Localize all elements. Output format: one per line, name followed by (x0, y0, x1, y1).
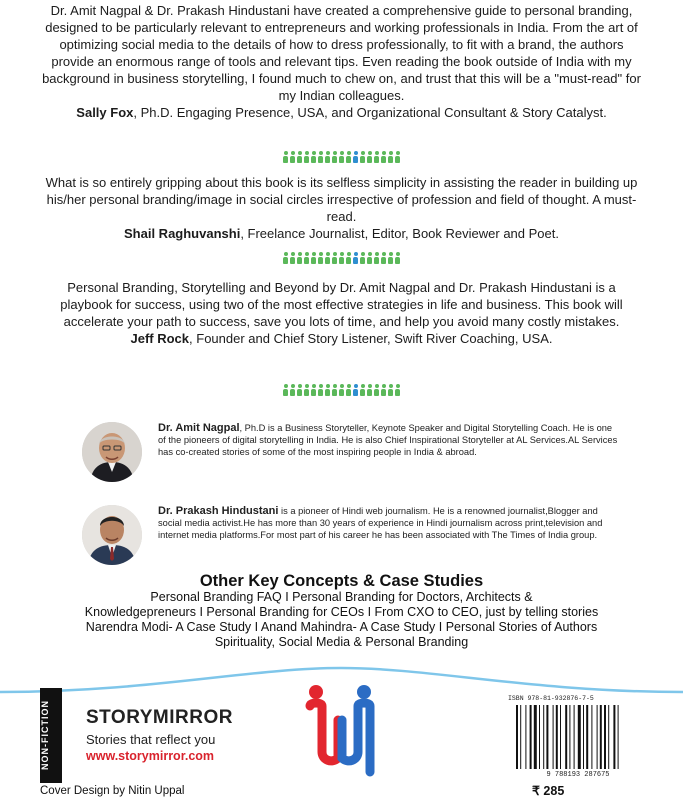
person-icon (360, 384, 365, 396)
people-divider (0, 384, 683, 396)
barcode-icon (514, 705, 642, 769)
person-icon (304, 252, 309, 264)
person-icon (325, 384, 330, 396)
person-icon (346, 252, 351, 264)
person-icon (290, 151, 295, 163)
publisher-section (0, 660, 683, 800)
person-icon (353, 151, 358, 163)
author-photo (82, 505, 142, 565)
barcode-area (508, 695, 648, 781)
reviewer-name: Sally Fox (76, 105, 134, 120)
author-prakash-hindustani (82, 505, 642, 575)
person-icon (311, 384, 316, 396)
review-text: Dr. Amit Nagpal & Dr. Prakash Hindustani have created a comprehensive guide to personal branding, designed to be particularly relevant to entrepreneurs and working professionals in India. From the art of optimizing social media to the details of how to dress professionally, to fit with a brand, the authors provide an enormous range of tools and relevant tips. Even reading the book outside of India with my background in business storytelling, I found much to chew on, and trust that this will be a "must-read" for my Indian colleagues. (42, 3, 641, 103)
review-text: What is so entirely gripping about this book is its selfless simplicity in assisting the reader in building up his/her personal branding/image in social circles irrespective of profession and field of thought. A must-read. (45, 175, 638, 224)
isbn-label: ISBN 978-81-932876-7-5 (508, 695, 594, 702)
person-icon (353, 252, 358, 264)
person-icon (311, 151, 316, 163)
people-divider (0, 252, 683, 264)
key-concepts-line: Narendra Modi- A Case Study I Anand Mahindra- A Case Study I Personal Stories of Authors (85, 620, 598, 634)
person-icon (332, 252, 337, 264)
key-concepts-line: Spirituality, Social Media & Personal Branding (214, 635, 469, 649)
person-icon (367, 252, 372, 264)
reviewer-role: , Founder and Chief Story Listener, Swift River Coaching, USA. (189, 331, 553, 346)
person-icon (290, 384, 295, 396)
publisher-brand: STORYMIRROR (86, 707, 233, 728)
reviewer-name: Shail Raghuvanshi (124, 226, 241, 241)
key-concepts-title: Other Key Concepts & Case Studies (199, 572, 484, 590)
author-description: , Ph.D is a Business Storyteller, Keynote Speaker and Digital Storytelling Coach. He is one of the pioneers of digital storytelling in India. He is also Chief Inspirational Storyteller at AL Services.AL Services has co-created stories of some of the most inspiring people in India & abroad. (158, 423, 618, 458)
person-icon (339, 151, 344, 163)
person-icon (283, 151, 288, 163)
person-icon (381, 384, 386, 396)
person-icon (388, 252, 393, 264)
author-bio (158, 422, 620, 459)
person-icon (290, 252, 295, 264)
person-icon (374, 151, 379, 163)
person-icon (318, 384, 323, 396)
person-icon (311, 252, 316, 264)
person-icon (339, 384, 344, 396)
author-bio (158, 505, 620, 542)
person-icon (353, 384, 358, 396)
person-icon (325, 252, 330, 264)
person-icon (395, 151, 400, 163)
person-icon (367, 151, 372, 163)
person-icon (346, 384, 351, 396)
person-icon (381, 252, 386, 264)
key-concepts-line: Personal Branding FAQ I Personal Branding for Doctors, Architects & (150, 590, 533, 604)
person-icon (339, 252, 344, 264)
person-icon (346, 151, 351, 163)
person-icon (304, 151, 309, 163)
person-icon (395, 384, 400, 396)
reviewer-name: Jeff Rock (130, 331, 190, 346)
person-icon (367, 384, 372, 396)
person-icon (318, 151, 323, 163)
review-attribution (40, 330, 643, 347)
review-1 (40, 2, 643, 121)
author-name: Dr. Amit Nagpal (158, 422, 240, 434)
person-icon (388, 384, 393, 396)
key-concepts-list (0, 590, 683, 650)
publisher-website: www.storymirror.com (86, 749, 215, 763)
review-2 (40, 174, 643, 242)
person-icon (297, 384, 302, 396)
reviewer-role: , Freelance Journalist, Editor, Book Reviewer and Poet. (240, 226, 559, 241)
person-icon (325, 151, 330, 163)
person-icon (381, 151, 386, 163)
publisher-tagline: Stories that reflect you (86, 732, 216, 747)
people-divider (0, 151, 683, 163)
genre-label: NON-FICTION (40, 700, 50, 771)
person-icon (388, 151, 393, 163)
author-name: Dr. Prakash Hindustani (158, 505, 279, 517)
person-icon (360, 151, 365, 163)
person-icon (297, 252, 302, 264)
person-icon (332, 151, 337, 163)
author-description: is a pioneer of Hindi web journalism. He is a renowned journalist,Blogger and social media activist.He has more than 30 years of experience in Hindi journalism across print,television and internet media platforms.For most part of his career he has been associated with The Times of India group. (158, 506, 603, 541)
review-attribution (40, 225, 643, 242)
person-icon (297, 151, 302, 163)
price: ₹ 285 (532, 784, 565, 798)
author-amit-nagpal (82, 422, 642, 492)
author-photo (82, 422, 142, 482)
person-icon (332, 384, 337, 396)
storymirror-logo-icon (298, 680, 382, 780)
person-icon (318, 252, 323, 264)
cover-design-credit: Cover Design by Nitin Uppal (40, 785, 185, 797)
key-concepts-line: Knowledgepreneurs I Personal Branding for CEOs I From CXO to CEO, just by telling stories (84, 605, 599, 619)
person-icon (374, 384, 379, 396)
person-icon (360, 252, 365, 264)
review-text: Personal Branding, Storytelling and Beyond by Dr. Amit Nagpal and Dr. Prakash Hindustani is a playbook for success, using two of the most effective strategies in life and business. This book will accelerate your path to success, save you lots of time, and help you avoid many costly mistakes. (60, 280, 623, 329)
person-icon (395, 252, 400, 264)
person-icon (304, 384, 309, 396)
person-icon (283, 384, 288, 396)
person-icon (374, 252, 379, 264)
person-icon (283, 252, 288, 264)
review-3 (40, 279, 643, 347)
barcode-digits: 9 788193 287675 (546, 771, 610, 779)
reviewer-role: , Ph.D. Engaging Presence, USA, and Organizational Consultant & Story Catalyst. (133, 105, 607, 120)
review-attribution (40, 104, 643, 121)
